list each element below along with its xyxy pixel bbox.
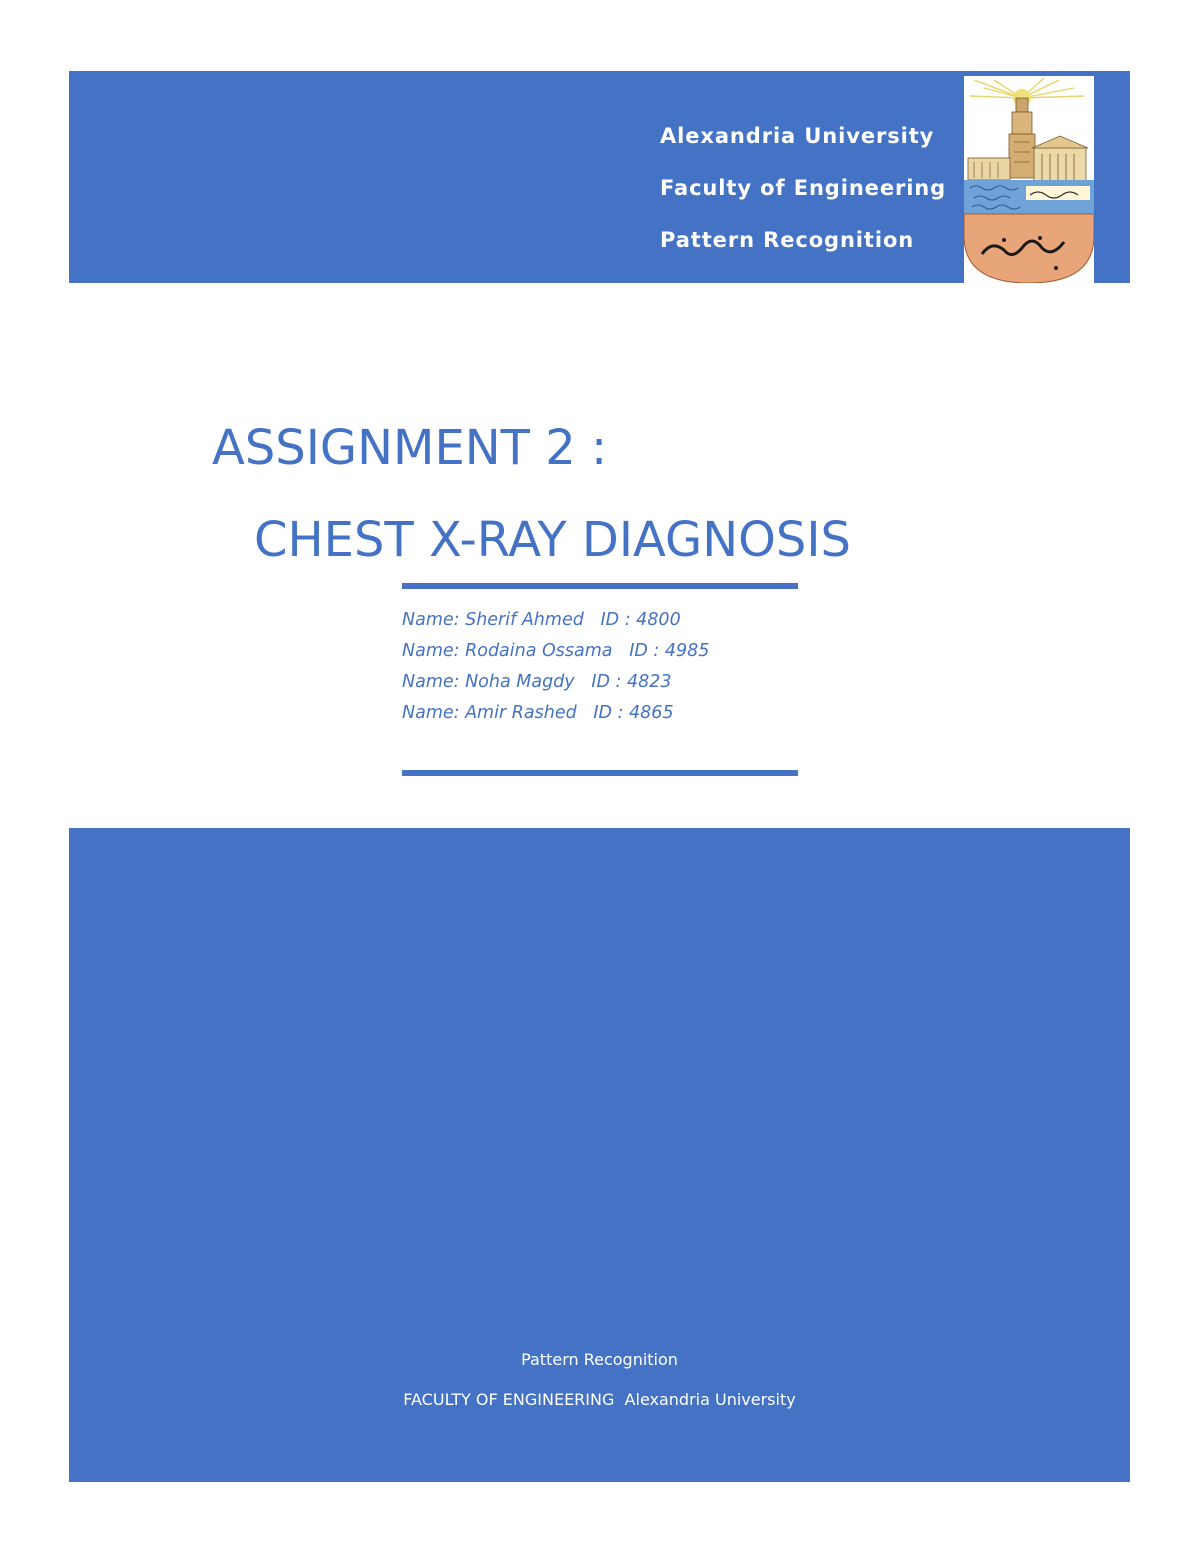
bottom-divider	[402, 770, 798, 776]
member-entry: Name: Noha Magdy ID : 4823	[402, 672, 672, 692]
faculty-name: Faculty of Engineering	[660, 176, 947, 200]
member-entry: Name: Amir Rashed ID : 4865	[402, 703, 674, 723]
header-text-block	[660, 119, 946, 275]
footer-band	[69, 828, 1130, 1482]
top-divider	[402, 583, 798, 589]
member-entry: Name: Rodaina Ossama ID : 4985	[402, 641, 710, 661]
member-entry: Name: Sherif Ahmed ID : 4800	[402, 610, 681, 630]
footer-institution: FACULTY OF ENGINEERING Alexandria University	[403, 1390, 796, 1409]
assignment-title: ASSIGNMENT 2 :	[212, 420, 608, 476]
assignment-subtitle: CHEST X-RAY DIAGNOSIS	[254, 512, 851, 568]
university-name: Alexandria University	[660, 124, 935, 148]
course-name: Pattern Recognition	[660, 228, 915, 252]
header-band	[69, 71, 1130, 283]
member-list	[402, 606, 709, 730]
university-crest-icon	[964, 76, 1094, 283]
footer-course: Pattern Recognition	[521, 1350, 678, 1369]
